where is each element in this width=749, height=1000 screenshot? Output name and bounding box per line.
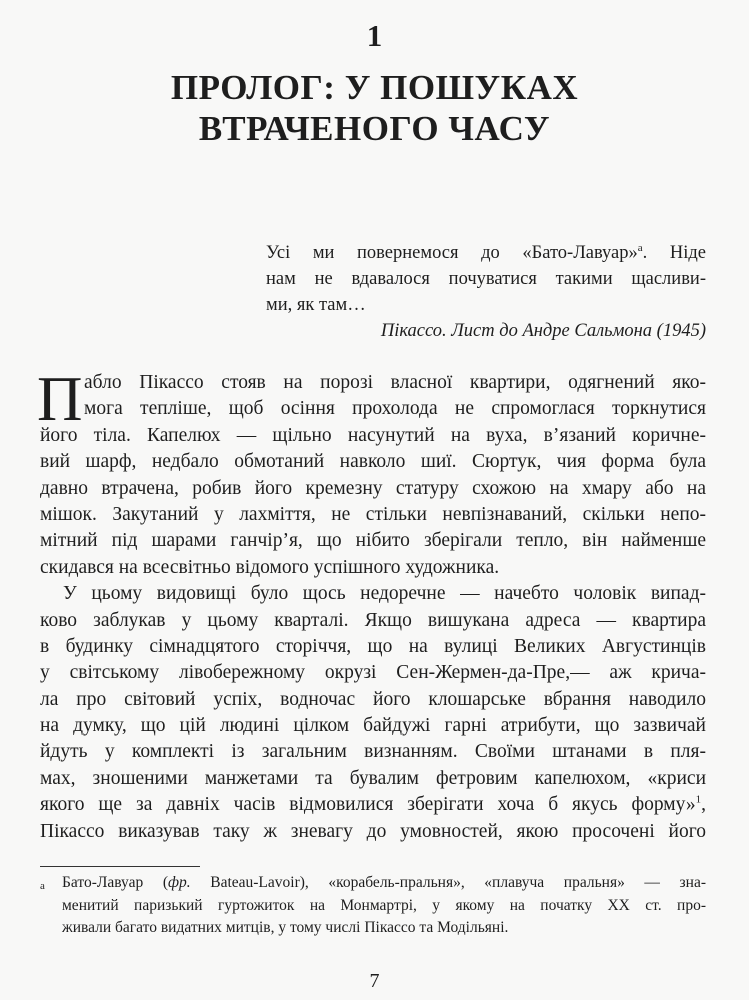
- epigraph-line: нам не вдавалося почуватися такими щасливи-: [266, 269, 706, 289]
- text-line: якого ще за давніх часів відмовилися зберігати хоча б якусь форму»$^1$,: [40, 793, 706, 816]
- text-line: мішок. Закутаний у лахміття, не стільки невпізнаваний, скільки непо-: [40, 503, 706, 525]
- text-line: ково заблукав у цьому кварталі. Якщо вишукана адреса — квартира: [40, 609, 706, 631]
- text-line: Пікассо виказував таку ж зневагу до умовностей, якою просочені його: [40, 820, 706, 842]
- text-line: абло Пікассо стояв на порозі власної квартири, одягнений яко-: [84, 372, 706, 393]
- text-line: його тіла. Капелюх — щільно насунутий на вуха, в’язаний коричне-: [40, 424, 706, 446]
- drop-cap: П: [37, 364, 83, 434]
- footnote-divider: [40, 866, 200, 867]
- text-line: мога тепліше, щоб осіння прохолода не спромоглася торкнутися: [84, 398, 706, 420]
- text-line: вий шарф, недбало обмотаний навколо шиї. Сюртук, чия форма була: [40, 451, 706, 473]
- text-line: У цьому видовищі було щось недоречне — начебто чоловік випад-: [63, 583, 706, 605]
- epigraph-line: ми, як там…: [266, 295, 366, 315]
- epigraph-line: Усі ми повернемося до «Бато-Лавуар»$^а$. Ніде: [266, 241, 707, 263]
- text-line: давно втрачена, робив його кремезну статуру схожою на хмару або на: [40, 477, 706, 499]
- epigraph-footnote-mark[interactable]: а: [637, 241, 643, 254]
- footnote-line: живали багато видатних митців, у тому числі Пікассо та Модільяні.: [62, 919, 509, 936]
- paragraph-2: [40, 581, 706, 845]
- text-line: ла про світовий успіх, водночас його клошарське вбрання наводило: [40, 688, 706, 710]
- footnote-line: менитий паризький гуртожиток на Монмартрі, у якому на початку XX ст. про-: [62, 896, 706, 914]
- page-number: 7: [369, 970, 380, 992]
- text-line: йдуть у комплекті із загальним визнанням. Своїми штанами в пля-: [40, 741, 706, 763]
- footnote: [40, 872, 706, 940]
- text-line: мах, зношеними манжетами та бувалим фетровим капелюхом, «криси: [40, 767, 706, 789]
- chapter-title-line-1: ПРОЛОГ: У ПОШУКАХ: [170, 68, 579, 107]
- text-line: у світському лівобережному окрузі Сен-Жермен-да-Пре,— аж крича-: [40, 662, 706, 684]
- epigraph: [266, 240, 706, 344]
- text-line: мітний під шарами ганчір’я, що нібито зберігали тепло, він найменше: [40, 530, 706, 552]
- footnote-ref[interactable]: 1: [695, 793, 702, 806]
- paragraph-1: [37, 364, 706, 581]
- body-text: [37, 364, 706, 845]
- epigraph-source: Пікассо. Лист до Андре Сальмона (1945): [380, 321, 706, 341]
- chapter-number: 1: [366, 18, 383, 53]
- chapter-title-line-2: ВТРАЧЕНОГО ЧАСУ: [198, 109, 551, 148]
- footnote-mark: а: [40, 880, 45, 892]
- text-line: на думку, що цій людині цілком байдужі гарні атрибути, що зазвичай: [40, 715, 706, 737]
- footnote-line: а Бато-Лавуар (фр. Bateau-Lavoir), «корабель-пральня», «плавуча пральня» — зна-: [40, 872, 706, 895]
- text-line: скидався на всесвітньо відомого успішного художника.: [40, 556, 500, 578]
- text-line: в будинку сімнадцятого сторіччя, що на вулиці Великих Августинців: [40, 635, 706, 657]
